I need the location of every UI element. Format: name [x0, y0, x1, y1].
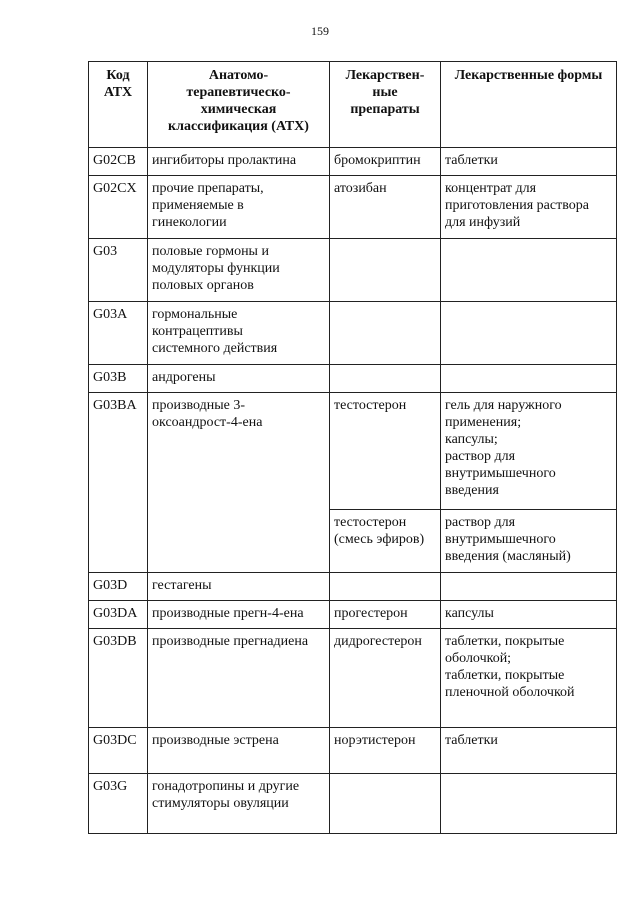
table-row	[89, 302, 617, 365]
atx-table	[88, 61, 617, 834]
cell-class: прочие препараты, применяемые в гинекологии	[148, 176, 330, 239]
cell-drug: норэтистерон	[330, 728, 441, 774]
cell-drug: дидрогестерон	[330, 629, 441, 728]
table-row	[89, 573, 617, 601]
cell-class: андрогены	[148, 365, 330, 393]
cell-code: G03DA	[89, 601, 148, 629]
table-row	[89, 774, 617, 834]
cell-drug: бромокриптин	[330, 148, 441, 176]
cell-drug	[330, 302, 441, 365]
page-number: 159	[311, 24, 329, 38]
header-forms: Лекарственные формы	[441, 62, 617, 148]
cell-code: G02CX	[89, 176, 148, 239]
cell-form	[441, 365, 617, 393]
cell-class: производные 3- оксоандрост-4-ена	[148, 393, 330, 573]
cell-form	[441, 573, 617, 601]
cell-form	[441, 774, 617, 834]
cell-class: гормональные контрацептивы системного действия	[148, 302, 330, 365]
cell-form: раствор для внутримышечного введения (масляный)	[441, 510, 617, 573]
table-row	[89, 148, 617, 176]
cell-code: G03B	[89, 365, 148, 393]
cell-form	[441, 239, 617, 302]
header-drugs: Лекарствен- ные препараты	[330, 62, 441, 148]
cell-form: гель для наружного применения; капсулы; раствор для внутримышечного введения	[441, 393, 617, 510]
table-row	[89, 393, 617, 510]
cell-form: таблетки	[441, 148, 617, 176]
table-row	[89, 601, 617, 629]
cell-code: G03D	[89, 573, 148, 601]
cell-class: гонадотропины и другие стимуляторы овуляции	[148, 774, 330, 834]
cell-class: ингибиторы пролактина	[148, 148, 330, 176]
cell-code: G03DC	[89, 728, 148, 774]
cell-form: таблетки	[441, 728, 617, 774]
table-header-row	[89, 62, 617, 148]
cell-drug	[330, 365, 441, 393]
cell-class: производные прегн-4-ена	[148, 601, 330, 629]
table-row	[89, 365, 617, 393]
cell-form: капсулы	[441, 601, 617, 629]
cell-drug	[330, 573, 441, 601]
cell-class: гестагены	[148, 573, 330, 601]
table-row	[89, 239, 617, 302]
cell-form: таблетки, покрытые оболочкой; таблетки, покрытые пленочной оболочкой	[441, 629, 617, 728]
cell-code: G03DB	[89, 629, 148, 728]
cell-drug: прогестерон	[330, 601, 441, 629]
cell-drug: атозибан	[330, 176, 441, 239]
table-row	[89, 176, 617, 239]
cell-code: G03BA	[89, 393, 148, 573]
cell-drug	[330, 239, 441, 302]
cell-code: G03A	[89, 302, 148, 365]
cell-class: половые гормоны и модуляторы функции половых органов	[148, 239, 330, 302]
cell-drug: тестостерон (смесь эфиров)	[330, 510, 441, 573]
header-code: Код АТХ	[89, 62, 148, 148]
table-row	[89, 629, 617, 728]
cell-code: G03G	[89, 774, 148, 834]
cell-class: производные прегнадиена	[148, 629, 330, 728]
cell-drug	[330, 774, 441, 834]
cell-class: производные эстрена	[148, 728, 330, 774]
cell-code: G02CB	[89, 148, 148, 176]
cell-form: концентрат для приготовления раствора для инфузий	[441, 176, 617, 239]
cell-drug: тестостерон	[330, 393, 441, 510]
cell-form	[441, 302, 617, 365]
table-row	[89, 728, 617, 774]
header-classification: Анатомо- терапевтическо- химическая классификация (АТХ)	[148, 62, 330, 148]
cell-code: G03	[89, 239, 148, 302]
